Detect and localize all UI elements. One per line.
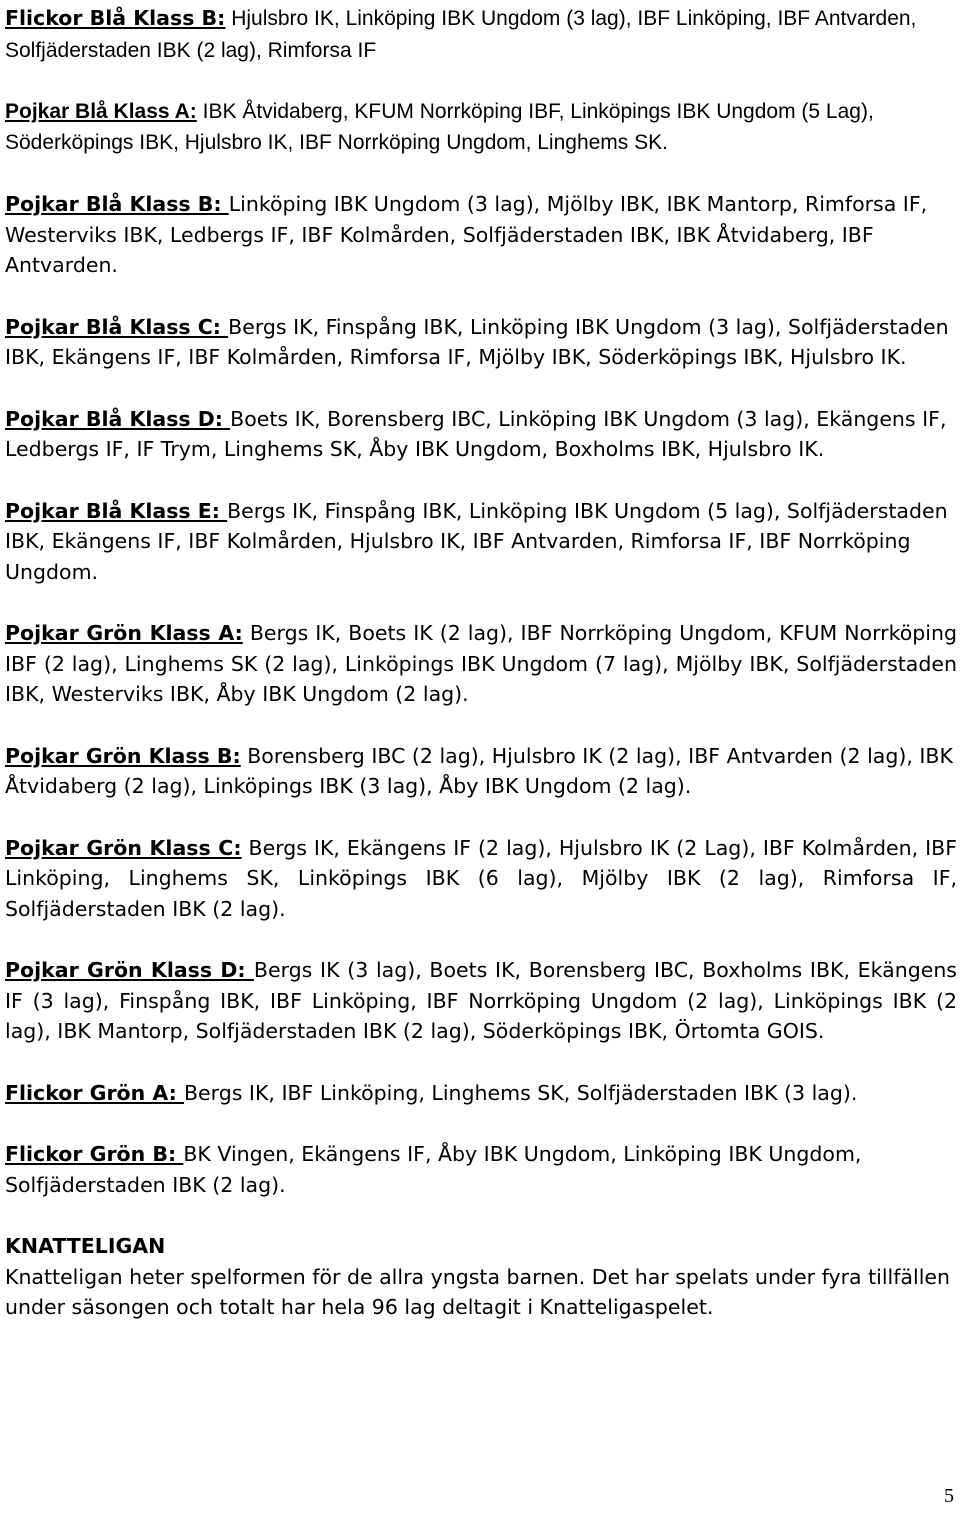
section-heading: Pojkar Blå Klass A: <box>5 100 197 123</box>
section-heading: Pojkar Blå Klass C: <box>5 314 229 339</box>
section-teams: Bergs IK, Finspång IBK, Linköping IBK Ungdom (5 lag), Solfjäderstaden IBK, Ekängens IF, IBF Kolmården, Hjulsbro IK, IBF Antvarden, Rimforsa IF, IBF Norrköping Ungdom. <box>5 498 948 584</box>
section-teams: Bergs IK, Finspång IBK, Linköping IBK Ungdom (3 lag), Solfjäderstaden IBK, Ekängens IF, IBF Kolmården, Rimforsa IF, Mjölby IBK, Söderköpings IBK, Hjulsbro IK. <box>5 314 949 369</box>
section-teams: Hjulsbro IK, Linköping IBK Ungdom (3 lag), IBF Linköping, IBF Antvarden, Solfjäderstaden IBK (2 lag), Rimforsa IF <box>5 7 917 62</box>
section-heading: Flickor Grön A: <box>5 1080 184 1105</box>
section-pojkar-gron-klass-d <box>5 955 957 1047</box>
section-pojkar-gron-klass-a <box>5 618 957 710</box>
section-teams: Boets IK, Borensberg IBC, Linköping IBK Ungdom (3 lag), Ekängens IF, Ledbergs IF, IF Trym, Linghems SK, Åby IBK Ungdom, Boxholms IBK, Hjulsbro IK. <box>5 406 947 461</box>
section-pojkar-bla-klass-a <box>5 97 957 158</box>
section-flickor-gron-b <box>5 1139 957 1200</box>
knatteligan-title: KNATTELIGAN <box>5 1234 166 1258</box>
section-heading: Pojkar Grön Klass C: <box>5 835 242 860</box>
section-teams: BK Vingen, Ekängens IF, Åby IBK Ungdom, Linköping IBK Ungdom, Solfjäderstaden IBK (2 lag). <box>5 1142 862 1197</box>
section-teams: Bergs IK, IBF Linköping, Linghems SK, Solfjäderstaden IBK (3 lag). <box>183 1080 858 1105</box>
section-pojkar-bla-klass-b <box>5 189 957 281</box>
section-teams: Linköping IBK Ungdom (3 lag), Mjölby IBK, IBK Mantorp, Rimforsa IF, Westerviks IBK, Ledbergs IF, IBF Kolmården, Solfjäderstaden IBK, IBK Åtvidaberg, IBF Antvarden. <box>5 192 928 277</box>
section-heading: Pojkar Grön Klass B: <box>5 743 241 768</box>
section-heading: Flickor Grön B: <box>5 1142 184 1166</box>
document-page <box>5 3 957 1323</box>
section-heading: Pojkar Grön Klass D: <box>5 958 254 982</box>
section-heading: Pojkar Blå Klass B: <box>5 192 229 216</box>
section-teams: Bergs IK, Ekängens IF (2 lag), Hjulsbro IK (2 Lag), IBF Kolmården, IBF Linköping, Linghems SK, Linköpings IBK (6 lag), Mjölby IBK (2 lag), Rimforsa IF, Solfjäderstaden IBK (2 lag). <box>5 835 957 921</box>
section-heading: Pojkar Blå Klass E: <box>5 498 228 523</box>
section-flickor-gron-a <box>5 1078 957 1109</box>
section-flickor-bla-klass-b <box>5 3 957 66</box>
section-pojkar-bla-klass-d <box>5 404 957 465</box>
section-teams: Borensberg IBC (2 lag), Hjulsbro IK (2 lag), IBF Antvarden (2 lag), IBK Åtvidaberg (2 lag), Linköpings IBK (3 lag), Åby IBK Ungdom (2 lag). <box>5 743 953 798</box>
page-number: 5 <box>944 1485 954 1507</box>
section-pojkar-bla-klass-e <box>5 496 957 588</box>
knatteligan-section <box>5 1231 957 1323</box>
section-teams: Bergs IK (3 lag), Boets IK, Borensberg IBC, Boxholms IBK, Ekängens IF (3 lag), Finspång IBK, IBF Linköping, IBF Norrköping Ungdom (2 lag), Linköpings IBK (2 lag), IBK Mantorp, Solfjäderstaden IBK (2 lag), Söderköpings IBK, Örtomta GOIS. <box>5 958 957 1043</box>
section-pojkar-gron-klass-b <box>5 741 957 802</box>
section-pojkar-bla-klass-c <box>5 312 957 373</box>
section-pojkar-gron-klass-c <box>5 833 957 925</box>
section-teams: Bergs IK, Boets IK (2 lag), IBF Norrköping Ungdom, KFUM Norrköping IBF (2 lag), Linghems SK (2 lag), Linköpings IBK Ungdom (7 lag), Mjölby IBK, Solfjäderstaden IBK, Westerviks IBK, Åby IBK Ungdom (2 lag). <box>5 621 957 706</box>
knatteligan-text: Knatteligan heter spelformen för de allra yngsta barnen. Det har spelats under fyra tillfällen under säsongen och totalt har hela 96 lag deltagit i Knatteligaspelet. <box>5 1264 950 1319</box>
section-heading: Pojkar Grön Klass A: <box>5 621 243 645</box>
section-teams: IBK Åtvidaberg, KFUM Norrköping IBF, Linköpings IBK Ungdom (5 Lag), Söderköpings IBK, Hjulsbro IK, IBF Norrköping Ungdom, Linghems SK. <box>5 100 874 154</box>
section-heading: Pojkar Blå Klass D: <box>5 406 231 431</box>
section-heading: Flickor Blå Klass B: <box>5 6 226 30</box>
